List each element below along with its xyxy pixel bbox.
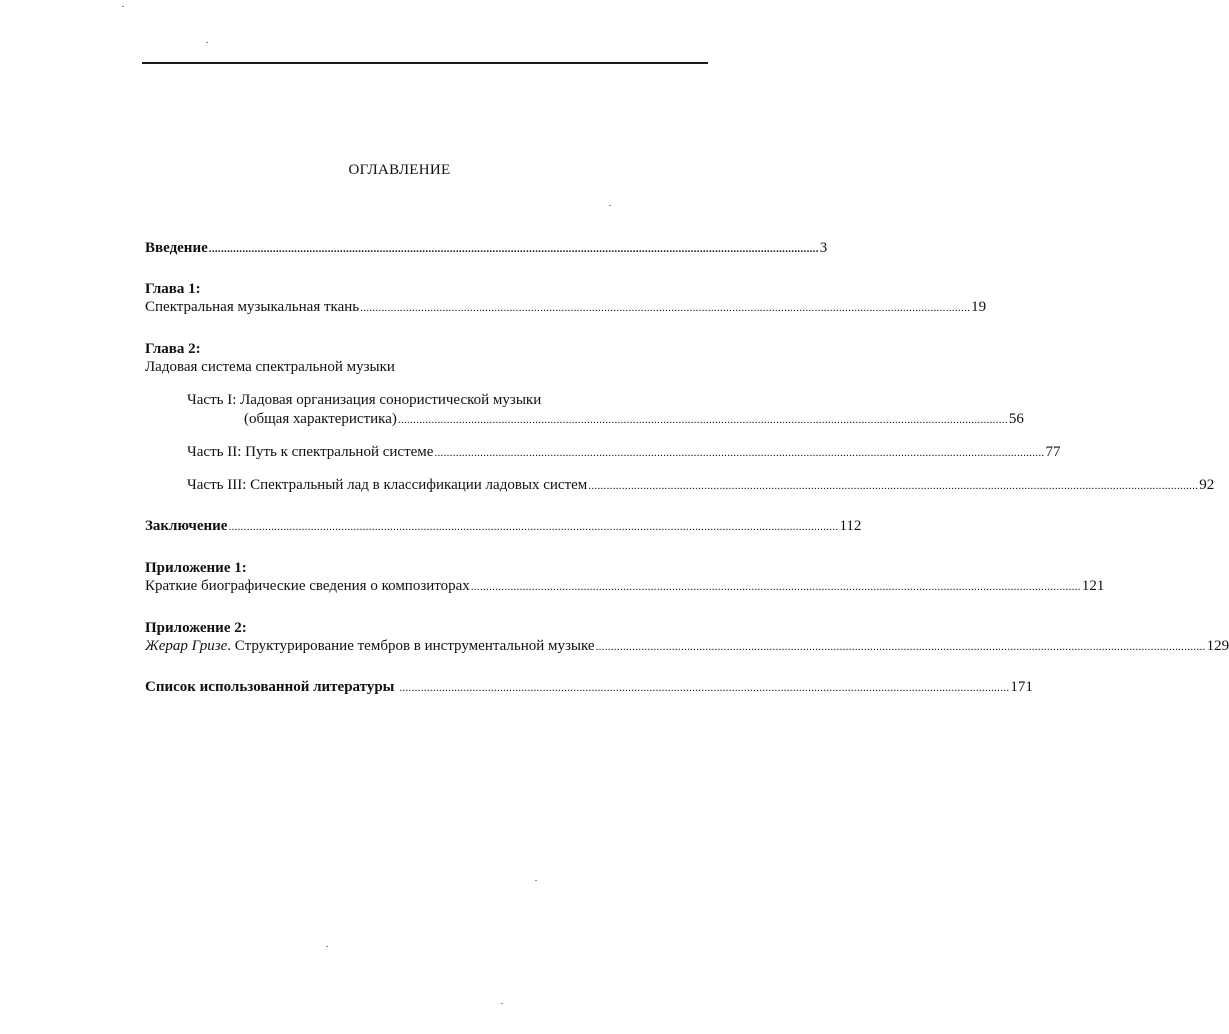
toc-entry-page: 121: [1081, 578, 1105, 594]
leader-dots: ........................................................................................................................................................................................................: [399, 682, 1010, 694]
chapter2-heading: Глава 2:: [145, 341, 201, 357]
scan-speck: [206, 42, 208, 43]
toc-entry-conclusion[interactable]: [145, 516, 862, 536]
scan-speck: [535, 880, 537, 881]
toc-entry-page: 92: [1199, 477, 1215, 493]
toc-entry-page: 56: [1008, 411, 1024, 427]
toc-entry-chapter1[interactable]: [145, 297, 987, 317]
page-title: ОГЛАВЛЕНИЕ: [348, 162, 451, 178]
toc-entry-label: Заключение: [145, 518, 228, 534]
appendix2-heading: Приложение 2:: [145, 620, 247, 636]
toc-entry-page: 19: [971, 299, 987, 315]
toc-entry-page: 129: [1206, 638, 1229, 654]
appendix1-heading: Приложение 1:: [145, 560, 247, 576]
author-name: Жерар Гризе: [145, 638, 228, 654]
toc-entry-label: Часть II: Путь к спектральной системе: [187, 444, 434, 460]
toc-entry-appendix1[interactable]: [145, 576, 1105, 596]
appendix2-title: . Структурирование тембров в инструментальной музыке: [227, 638, 595, 654]
header-rule: [142, 62, 708, 64]
toc-entry-label: Краткие биографические сведения о композиторах: [145, 578, 470, 594]
toc-entry-label: Список использованной литературы: [145, 679, 395, 695]
chapter2-title[interactable]: Ладовая система спектральной музыки: [145, 359, 395, 375]
toc-entry-page: 171: [1010, 679, 1033, 695]
chapter1-heading: Глава 1:: [145, 281, 201, 297]
toc-entry-page: 112: [839, 518, 862, 534]
scan-speck: [326, 946, 328, 947]
leader-dots: ........................................................................................................................................................................................................: [208, 243, 819, 255]
toc-entry-label: Спектральная музыкальная ткань: [145, 299, 360, 315]
leader-dots: ........................................................................................................................................................................................................: [434, 447, 1045, 459]
scan-speck: [122, 6, 124, 7]
toc-entry-introduction[interactable]: [145, 238, 828, 258]
toc-entry-part2[interactable]: [187, 442, 1061, 462]
leader-dots: ........................................................................................................................................................................................................: [470, 581, 1081, 593]
toc-entry-part3[interactable]: [187, 475, 1215, 495]
toc-entry-page: 77: [1045, 444, 1061, 460]
toc-entry-label: Часть III: Спектральный лад в классификации ладовых систем: [187, 477, 588, 493]
toc-entry-label: Введение: [145, 240, 208, 256]
leader-dots: ........................................................................................................................................................................................................: [595, 641, 1206, 653]
scan-speck: [609, 205, 611, 206]
part1-title[interactable]: Часть I: Ладовая организация сонористической музыки: [187, 392, 542, 408]
toc-entry-label: [145, 636, 595, 656]
leader-dots: ........................................................................................................................................................................................................: [360, 302, 971, 314]
toc-entry-part1[interactable]: [244, 409, 1024, 429]
leader-dots: ........................................................................................................................................................................................................: [588, 480, 1199, 492]
toc-entry-label: (общая характеристика): [244, 411, 397, 427]
scan-speck: [501, 1003, 503, 1004]
toc-entry-bibliography[interactable]: [145, 677, 1033, 697]
leader-dots: ........................................................................................................................................................................................................: [228, 521, 839, 533]
toc-entry-appendix2[interactable]: [145, 636, 1229, 656]
leader-dots: ........................................................................................................................................................................................................: [397, 414, 1008, 426]
toc-entry-page: 3: [819, 240, 828, 256]
